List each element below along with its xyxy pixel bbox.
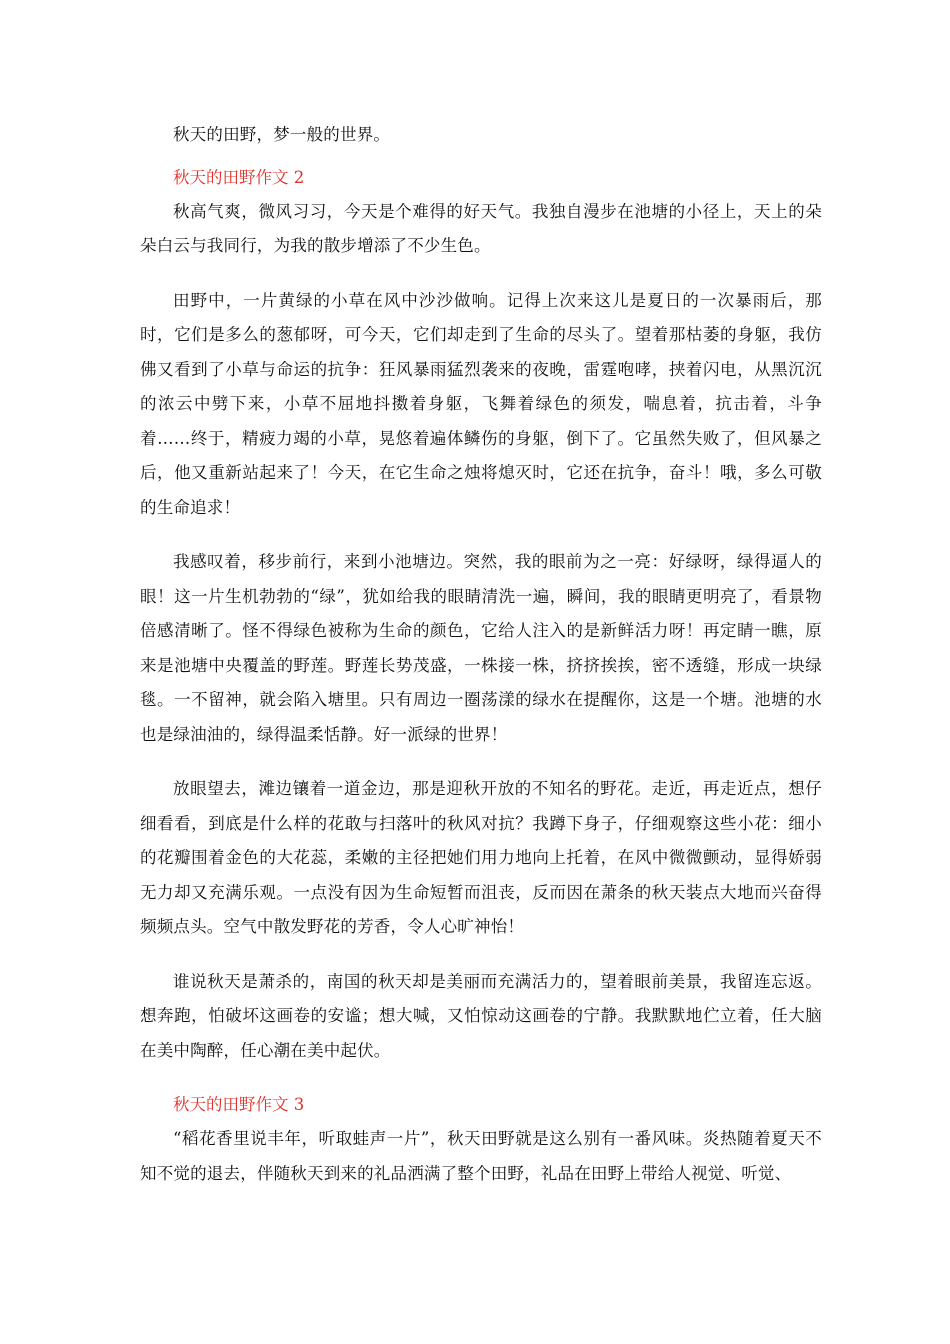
paragraph: 放眼望去，滩边镶着一道金边，那是迎秋开放的不知名的野花。走近，再走近点，想仔细看看，到底是什么样的花敢与扫落叶的秋风对抗？我蹲下身子，仔细观察这些小花：细小的花瓣围着金色的大花蕊，柔嫩的主径把她们用力地向上托着，在风中微微颤动，显得娇弱无力却又充满乐观。一点没有因为生命短暂而沮丧，反而因在萧条的秋天装点大地而兴奋得频频点头。空气中散发野花的芳香，令人心旷神怡！ xyxy=(140,779,822,936)
spacer xyxy=(140,264,822,284)
spacer xyxy=(140,525,822,545)
section-heading-3: 秋天的田野作文 3 xyxy=(173,1095,305,1114)
paragraph: 我感叹着，移步前行，来到小池塘边。突然，我的眼前为之一亮：好绿呀，绿得逼人的眼！这一片生机勃勃的“绿”，犹如给我的眼睛清洗一遍，瞬间，我的眼睛更明亮了，看景物倍感清晰了。怪不得绿色被称为生命的颜色，它给人注入的是新鲜活力呀！再定睛一瞧，原来是池塘中央覆盖的野莲。野莲长势茂盛，一株接一株，挤挤挨挨，密不透缝，形成一块绿毯。一不留神，就会陷入塘里。只有周边一圈荡漾的绿水在提醒你，这是一个塘。池塘的水也是绿油油的，绿得温柔恬静。好一派绿的世界！ xyxy=(140,552,822,744)
paragraph: 谁说秋天是萧杀的，南国的秋天却是美丽而充满活力的，望着眼前美景，我留连忘返。想奔跑，怕破坏这画卷的安谧；想大喊，又怕惊动这画卷的宁静。我默默地伫立着，任大脑在美中陶醉，任心潮在美中起伏。 xyxy=(140,971,822,1060)
spacer xyxy=(140,153,822,161)
section-heading-2: 秋天的田野作文 2 xyxy=(173,167,305,187)
paragraph: 田野中，一片黄绿的小草在风中沙沙做响。记得上次来这儿是夏日的一次暴雨后，那时，它们是多么的葱郁呀，可今天，它们却走到了生命的尽头了。望着那枯萎的身躯，我仿佛又看到了小草与命运的抗争：狂风暴雨猛烈袭来的夜晚，雷霆咆哮，挟着闪电，从黑沉沉的浓云中劈下来，小草不屈地抖擞着身躯，飞舞着绿色的须发，喘息着，抗击着，斗争着……终于，精疲力竭的小草，晃悠着遍体鳞伤的身躯，倒下了。它虽然失败了，但风暴之后，他又重新站起来了！今天，在它生命之烛将熄灭时，它还在抗争，奋斗！哦，多么可敬的生命追求！ xyxy=(140,290,822,517)
spacer xyxy=(140,1068,822,1088)
paragraph: 秋高气爽，微风习习，今天是个难得的好天气。我独自漫步在池塘的小径上，天上的朵朵白云与我同行，为我的散步增添了不少生色。 xyxy=(140,201,822,255)
spacer xyxy=(140,752,822,772)
paragraph: “稻花香里说丰年，听取蛙声一片”，秋天田野就是这么别有一番风味。炎热随着夏天不知不觉的退去，伴随秋天到来的礼品洒满了整个田野，礼品在田野上带给人视觉、听觉、 xyxy=(140,1129,822,1183)
intro-line: 秋天的田野，梦一般的世界。 xyxy=(173,125,391,144)
spacer xyxy=(140,945,822,965)
document-page xyxy=(140,118,822,1191)
